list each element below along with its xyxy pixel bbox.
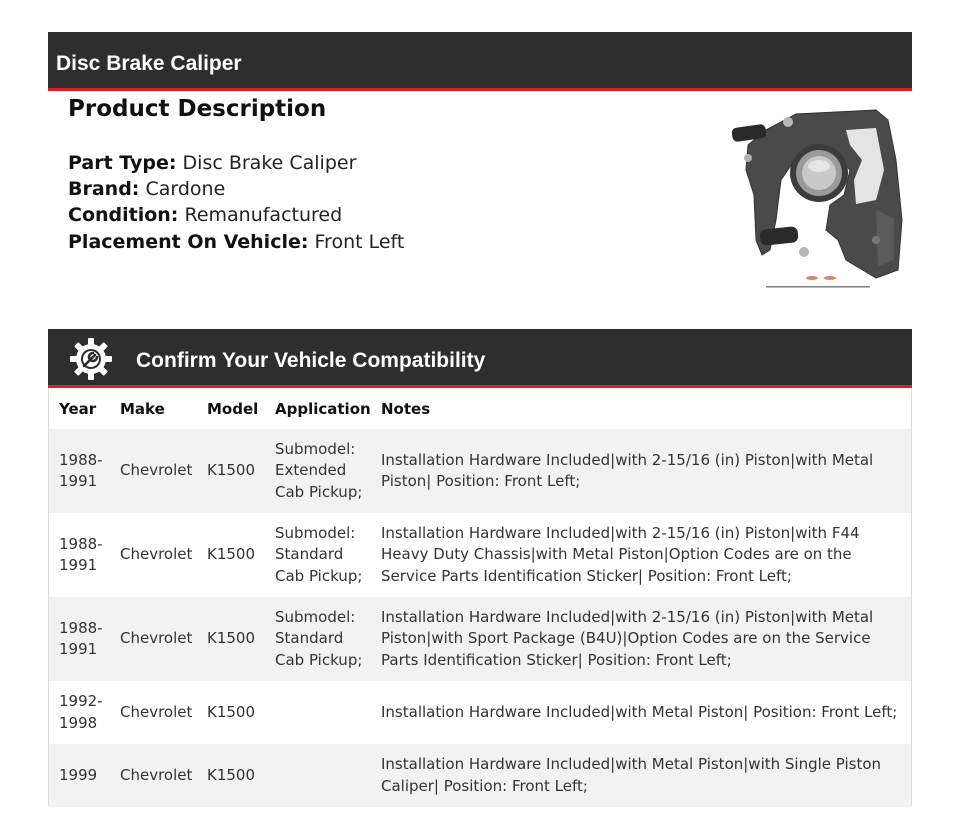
spec-label: Part Type: [68,152,177,174]
column-header-make: Make [120,399,165,418]
spec-label: Condition: [68,204,179,226]
cell-make: Chevrolet [120,629,193,648]
table-row [49,681,911,744]
cell-notes: Installation Hardware Included|with 2-15/16 (in) Piston|with Metal Piston|with Sport Package (B4U)|Option Codes are on the Service Parts Identification Sticker| Position: Front Left; [381,607,874,669]
spec-value: Front Left [314,231,405,253]
cell-application: Submodel: Standard Cab Pickup; [275,607,363,669]
cell-application: Submodel: Extended Cab Pickup; [275,439,363,501]
cell-model: K1500 [207,702,256,721]
product-title: Disc Brake Caliper [56,52,242,75]
compatibility-table [48,388,912,806]
cell-model: K1500 [207,629,256,648]
column-header-model: Model [207,399,259,418]
cell-model: K1500 [207,545,256,564]
column-header-application: Application [275,399,371,418]
cell-make: Chevrolet [120,765,193,784]
cell-notes: Installation Hardware Included|with Metal Piston| Position: Front Left; [381,702,898,721]
cell-make: Chevrolet [120,461,193,480]
spec-value: Remanufactured [184,204,343,226]
description-heading: Product Description [68,96,327,122]
table-header-row [49,388,911,429]
spec-label: Brand: [68,178,140,200]
table-row [49,513,911,597]
compatibility-bar [48,329,912,388]
table-row [49,597,911,681]
cell-model: K1500 [207,765,256,784]
cell-make: Chevrolet [120,702,193,721]
spec-condition [68,204,342,226]
cell-model: K1500 [207,461,256,480]
spec-value: Disc Brake Caliper [182,152,357,174]
gear-wrench-icon [69,337,113,381]
column-header-year: Year [59,399,97,418]
cell-application [265,681,371,744]
cell-notes: Installation Hardware Included|with Metal Piston|with Single Piston Caliper| Position: Front Left; [381,755,882,795]
column-header-notes: Notes [381,399,431,418]
spec-label: Placement On Vehicle: [68,231,309,253]
product-title-bar [48,32,912,91]
cell-application: Submodel: Standard Cab Pickup; [275,523,363,585]
cell-application [265,744,371,807]
cell-year: 1999 [59,765,98,784]
cell-year: 1988-1991 [59,450,103,490]
compatibility-title: Confirm Your Vehicle Compatibility [136,349,486,372]
product-image [726,100,906,295]
cell-make: Chevrolet [120,545,193,564]
spec-part-type [68,152,356,174]
spec-brand [68,178,225,200]
cell-year: 1988-1991 [59,534,103,574]
cell-notes: Installation Hardware Included|with 2-15/16 (in) Piston|with Metal Piston| Position: Front Left; [381,450,874,490]
cell-year: 1988-1991 [59,618,103,658]
spec-placement [68,231,404,253]
table-row [49,744,911,807]
table-row [49,429,911,513]
cell-notes: Installation Hardware Included|with 2-15/16 (in) Piston|with F44 Heavy Duty Chassis|with Metal Piston|Option Codes are on the Service Parts Identification Sticker| Position: Front Left; [381,523,860,585]
spec-value: Cardone [145,178,226,200]
cell-year: 1992-1998 [59,692,103,732]
